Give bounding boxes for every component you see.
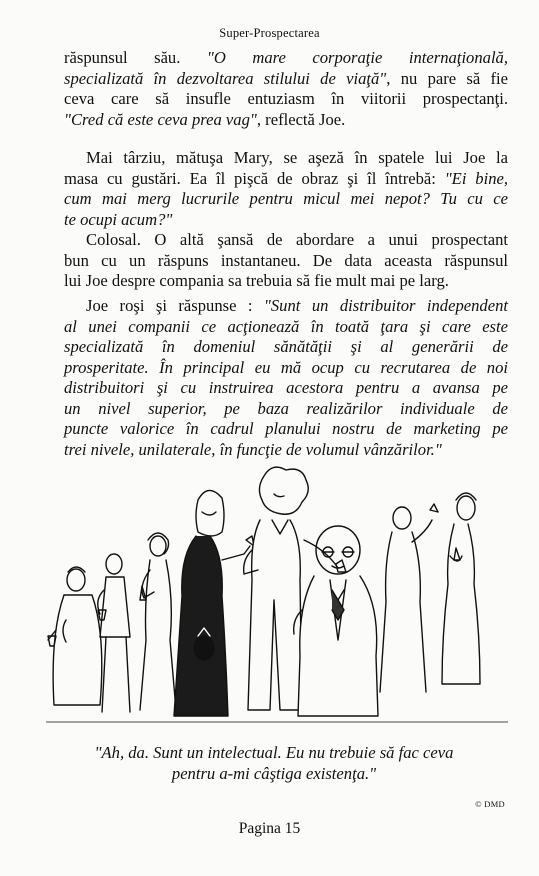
paragraph-4-line-3: specializată în domeniul sănătăţii şi al generării de: [64, 337, 508, 356]
paragraph-4-line-6: un nivel superior, pe baza realizărilor individuale de: [64, 398, 508, 418]
paragraph-1-line-2: specializată în dezvoltarea stilului de viaţă", nu pare să fie: [64, 68, 509, 88]
caption-line-2: pentru a-mi câştiga existenţa.": [171, 763, 377, 783]
guest-bald-man: [294, 526, 378, 716]
paragraph-3-line-3: lui Joe despre compania sa trebuia să fie mult mai pe larg.: [64, 271, 449, 290]
paragraph-1-line-4: "Cred că este ceva prea vag", reflectă Joe.: [64, 109, 346, 129]
paragraph-4-line-1: Joe roşi şi răspunse : "Sunt un distribuitor independent: [86, 296, 508, 315]
copyright-mark: © DMD: [475, 799, 505, 809]
paragraph-2-line-3: cum mai merg lucrurile pentru micul mei nepot? Tu cu ce: [64, 189, 508, 208]
paragraph-4-line-5: distribuitori şi cu instruirea acestora pentru a avansa pe: [64, 378, 508, 397]
paragraph-4-line-4: prosperitate. În principal eu mă ocup cu recrutarea de noi: [64, 357, 508, 377]
paragraph-2-line-1: Mai târziu, mătuşa Mary, se aşeză în spatele lui Joe la: [86, 148, 508, 167]
guest-woman-glass: [140, 533, 176, 710]
guest-left-woman: [48, 567, 102, 705]
party-cartoon-illustration: [46, 460, 508, 730]
guest-man-left: [98, 554, 130, 712]
paragraph-2-line-4: te ocupi acum?": [64, 209, 173, 229]
page-number: Pagina 15: [238, 820, 301, 837]
paragraph-1: [64, 48, 508, 130]
caption-line-1: "Ah, da. Sunt un intelectual. Eu nu trebuie să fac ceva: [94, 743, 454, 762]
paragraph-3-line-1: Colosal. O altă şansă de abordare a unui prospectant: [86, 230, 508, 249]
page-header: Super-Prospectarea: [219, 26, 320, 40]
paragraph-2: [64, 148, 508, 230]
paragraph-4: [64, 296, 508, 460]
paragraph-3-line-2: bun cu un răspuns instantaneu. De data aceasta răspunsul: [64, 250, 508, 270]
guest-blonde-woman: [174, 490, 254, 716]
paragraph-4-line-7: puncte valorice în cadrul planului nostru de marketing pe: [64, 419, 508, 438]
paragraph-1-line-1: răspunsul său. "O mare corporaţie internaţională,: [64, 48, 508, 67]
guest-right-woman: [442, 493, 480, 684]
paragraph-3: [64, 230, 508, 292]
paragraph-4-line-8: trei nivele, unilaterale, în funcţie de volumul vânzărilor.": [64, 439, 442, 459]
guest-right-man: [380, 504, 438, 692]
paragraph-1-line-3: ceva care să insufle entuziasm în viitorii prospectanţi.: [64, 89, 508, 108]
illustration-caption: [84, 743, 464, 784]
paragraph-4-line-2: al unei companii ce acţionează în toată ţara şi care este: [64, 316, 508, 336]
paragraph-2-line-2: masa cu gustări. Ea îl pişcă de obraz şi îl întrebă: "Ei bine,: [64, 168, 508, 188]
